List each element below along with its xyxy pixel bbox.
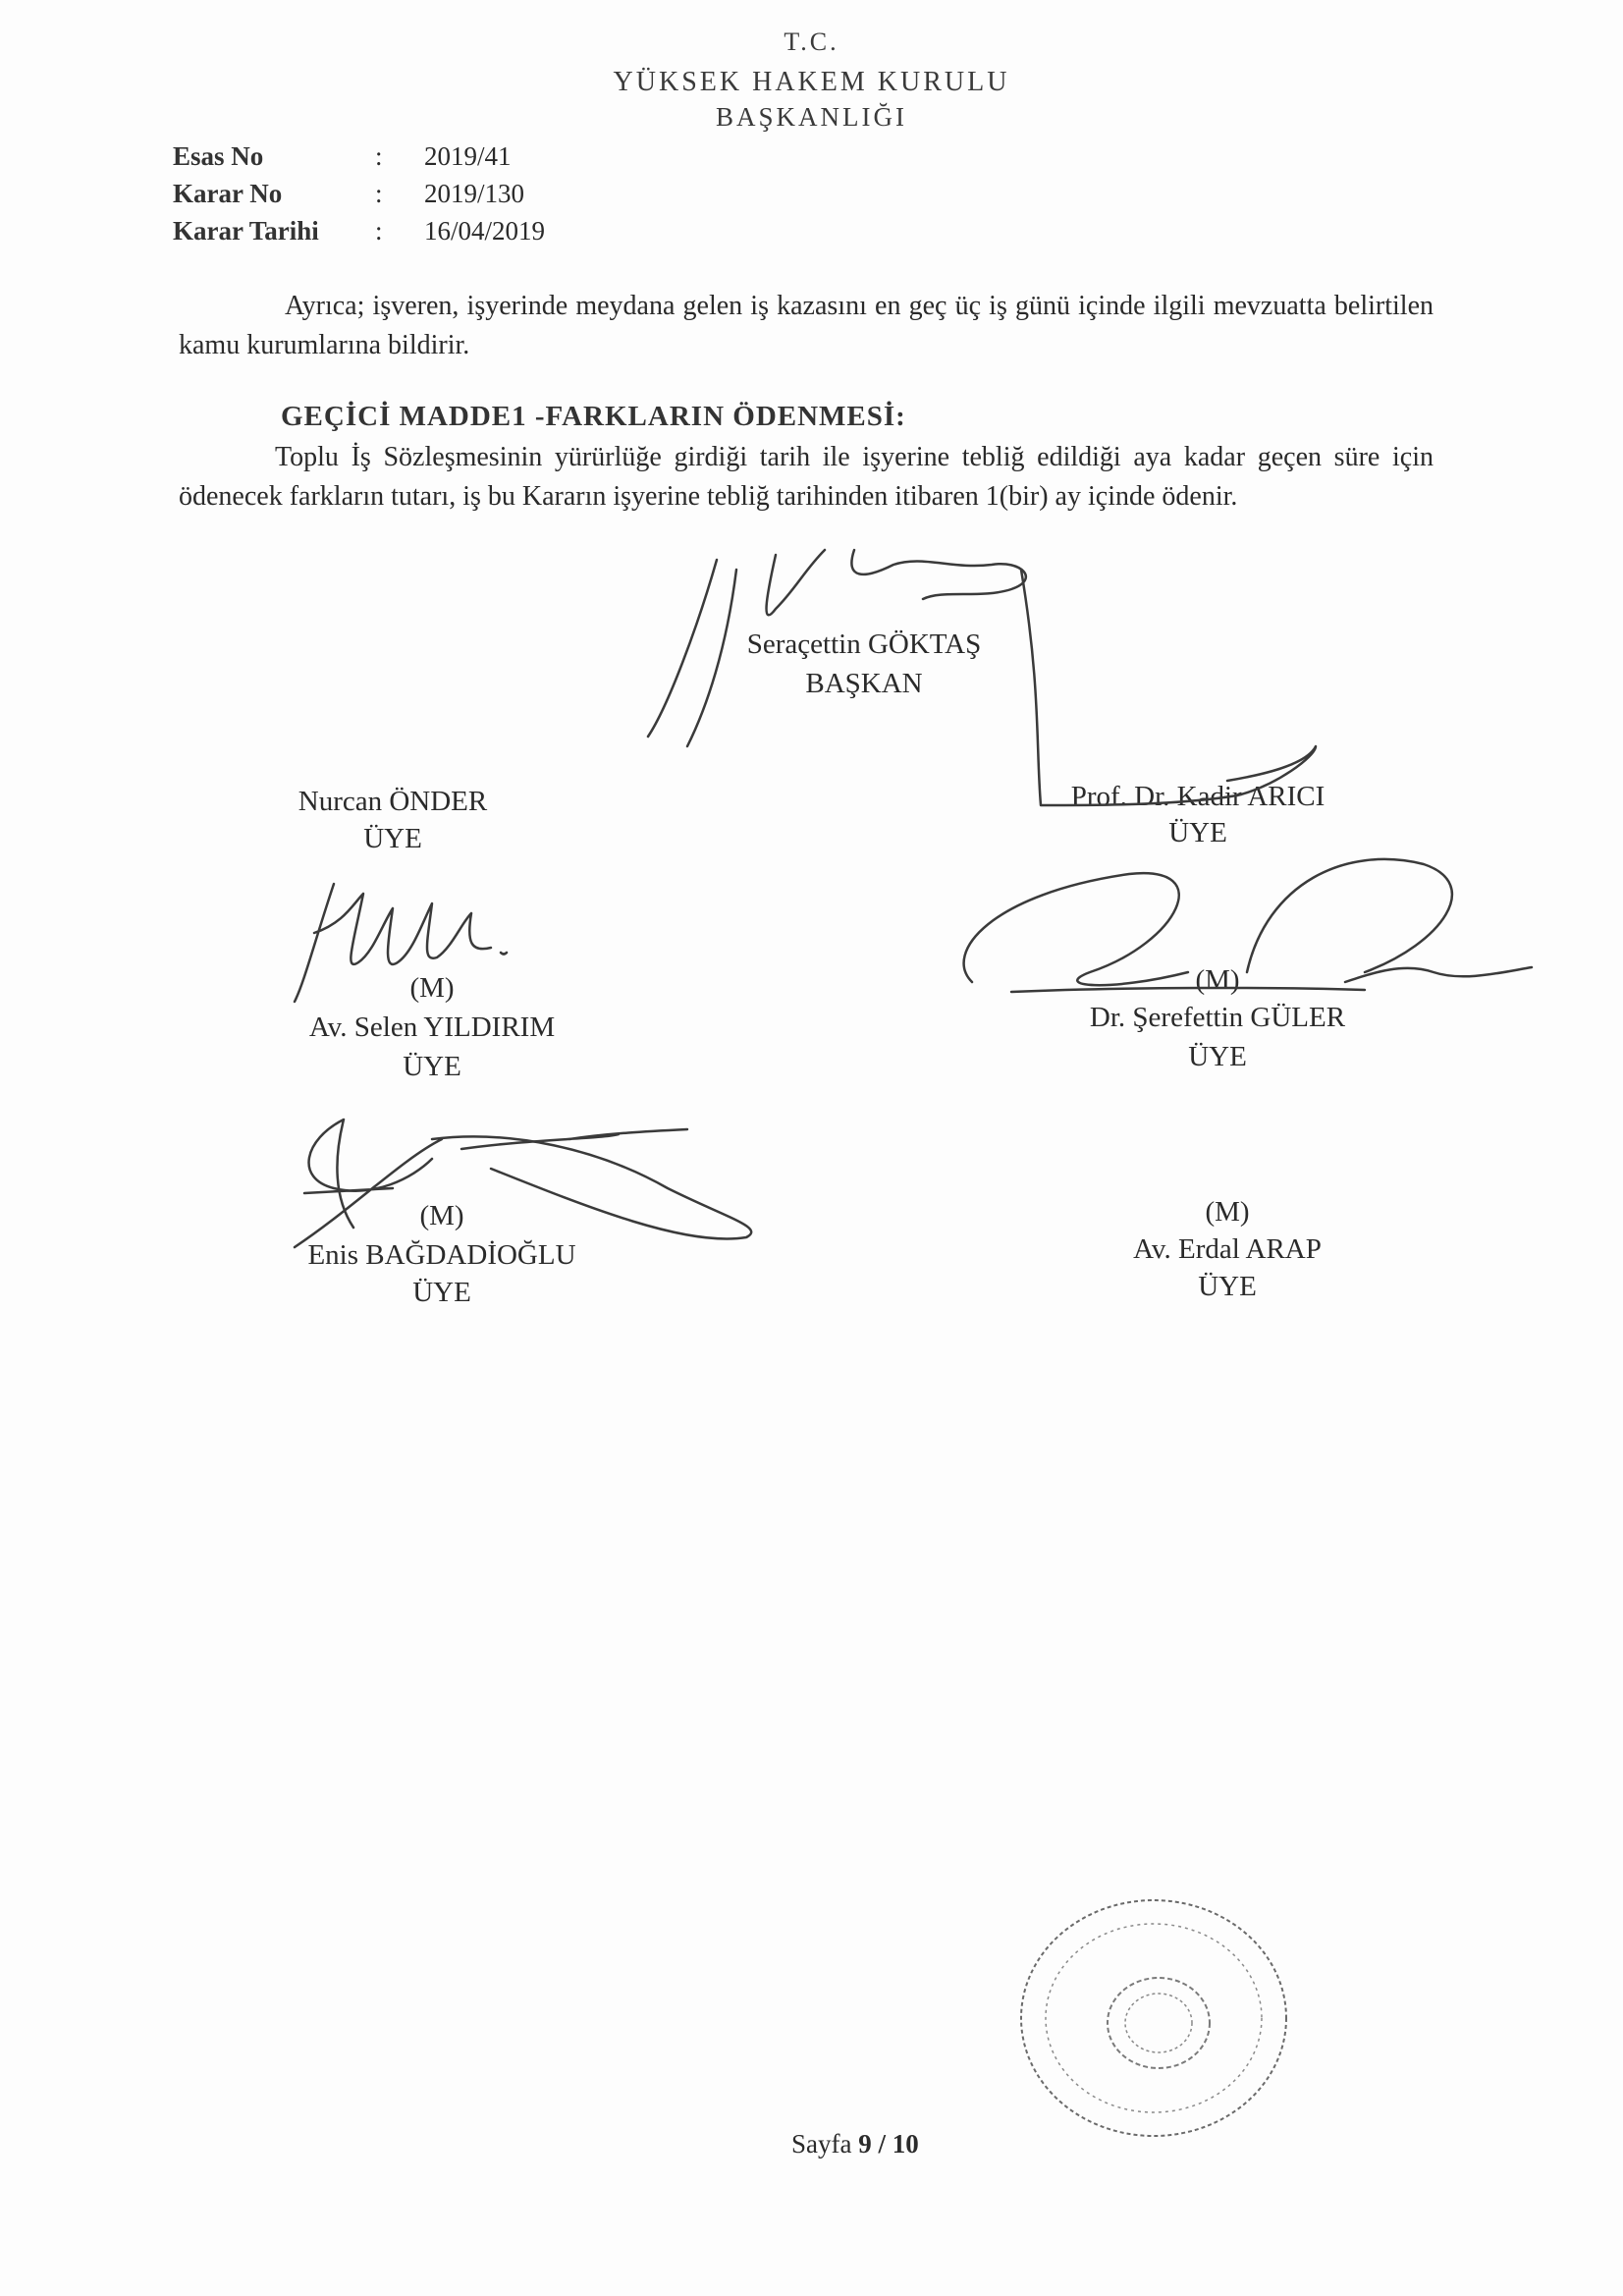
karar-value: 2019/130 xyxy=(424,179,525,208)
paragraph-1: Ayrıca; işveren, işyerinde meydana gelen iş kazasını en geç üç iş günü içinde ilgili mevzuatta belirtilen kamu kurumlarına bildirir. xyxy=(179,291,1434,360)
official-seal xyxy=(1001,1886,1306,2151)
member2-role: ÜYE xyxy=(1168,817,1227,848)
member4-note: (M) xyxy=(1195,964,1240,996)
member6-name: Av. Erdal ARAP xyxy=(1133,1233,1322,1265)
member5-signature xyxy=(275,1100,785,1277)
esas-row xyxy=(173,141,512,172)
karar-row xyxy=(173,179,524,209)
member4-role: ÜYE xyxy=(1188,1041,1247,1072)
esas-sep: : xyxy=(375,141,383,171)
tarih-value: 16/04/2019 xyxy=(424,216,546,246)
member4-name: Dr. Şerefettin GÜLER xyxy=(1089,1002,1346,1033)
member5-name: Enis BAĞDADİOĞLU xyxy=(307,1239,576,1271)
chair-role: BAŞKAN xyxy=(805,668,923,699)
member1-name: Nurcan ÖNDER xyxy=(298,786,488,817)
member4-signature xyxy=(933,825,1561,1031)
esas-value: 2019/41 xyxy=(424,141,512,171)
member2-name: Prof. Dr. Kadir ARICI xyxy=(1070,781,1325,812)
member5-note: (M) xyxy=(419,1200,464,1231)
tarih-label: Karar Tarihi xyxy=(173,216,319,246)
chair-signature xyxy=(628,511,1375,835)
page-total: 10 xyxy=(892,2129,919,2159)
member3-name: Av. Selen YILDIRIM xyxy=(308,1011,556,1043)
member6-note: (M) xyxy=(1205,1196,1250,1228)
member3-role: ÜYE xyxy=(403,1051,461,1082)
esas-label: Esas No xyxy=(173,141,264,171)
member6-role: ÜYE xyxy=(1198,1271,1257,1302)
member5-role: ÜYE xyxy=(412,1277,471,1308)
header-presidency: BAŞKANLIĞI xyxy=(716,102,907,132)
tarih-sep: : xyxy=(375,216,383,246)
page-label: Sayfa xyxy=(791,2129,852,2159)
karar-label: Karar No xyxy=(173,179,283,208)
karar-sep: : xyxy=(375,179,383,208)
section-heading: GEÇİCİ MADDE1 -FARKLARIN ÖDENMESİ: xyxy=(281,401,906,432)
member3-note: (M) xyxy=(409,972,455,1004)
page-current: 9 xyxy=(858,2129,872,2159)
chair-name: Seraçettin GÖKTAŞ xyxy=(746,629,982,660)
page-number xyxy=(791,2129,919,2159)
member1-signature xyxy=(275,864,569,1011)
header-institution: YÜKSEK HAKEM KURULU xyxy=(613,67,1010,97)
header-tc: T.C. xyxy=(784,27,839,56)
page-sep: / xyxy=(878,2129,886,2159)
section-text: Toplu İş Sözleşmesinin yürürlüğe girdiği tarih ile işyerine tebliğ edildiği aya kadar geçen süre için ödenecek farkların tutarı, iş bu Kararın işyerine tebliğ tarihinden itibaren 1(bir) ay içinde ödenir. xyxy=(179,442,1434,512)
member1-role: ÜYE xyxy=(363,823,422,854)
tarih-row xyxy=(173,216,545,246)
